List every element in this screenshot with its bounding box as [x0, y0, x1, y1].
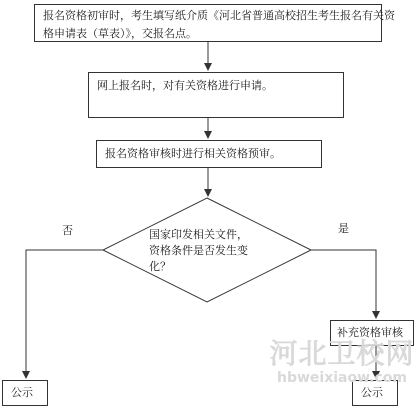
decision-line1: 国家印发相关文件， — [149, 228, 248, 241]
step-online-apply-text: 网上报名时，对有关资格进行申请。 — [97, 79, 273, 92]
publish-right-text: 公示 — [361, 386, 383, 399]
step-pre-review-text: 报名资格审核时进行相关资格预审。 — [105, 147, 281, 160]
branch-no-label: 否 — [62, 224, 73, 237]
arrow-yes-branch — [311, 250, 376, 318]
supplement-review-text: 补充资格审核 — [337, 326, 403, 339]
publish-left-box — [2, 380, 48, 406]
branch-yes-label: 是 — [338, 222, 349, 235]
decision-text — [149, 227, 248, 275]
watermark-url: hbweixiaow.com — [277, 370, 407, 386]
step-initial-review-line2: 格申请表（草表）》，交报名点。 — [43, 27, 197, 40]
step-pre-review-box — [96, 140, 322, 168]
step-initial-review-line1: 报名资格初审时，考生填写纸介质《河北省普通高校招生考生报名有关资 — [43, 9, 395, 22]
arrow-no-branch — [26, 250, 103, 378]
watermark-title: 河北卫校网 — [269, 337, 415, 370]
decision-line2: 资格条件是否发生变 — [149, 244, 248, 257]
publish-left-text: 公示 — [11, 386, 33, 399]
decision-line3: 化？ — [149, 260, 171, 273]
watermark — [268, 332, 416, 386]
step-initial-review-box — [34, 4, 395, 42]
step-online-apply-box — [88, 72, 344, 118]
